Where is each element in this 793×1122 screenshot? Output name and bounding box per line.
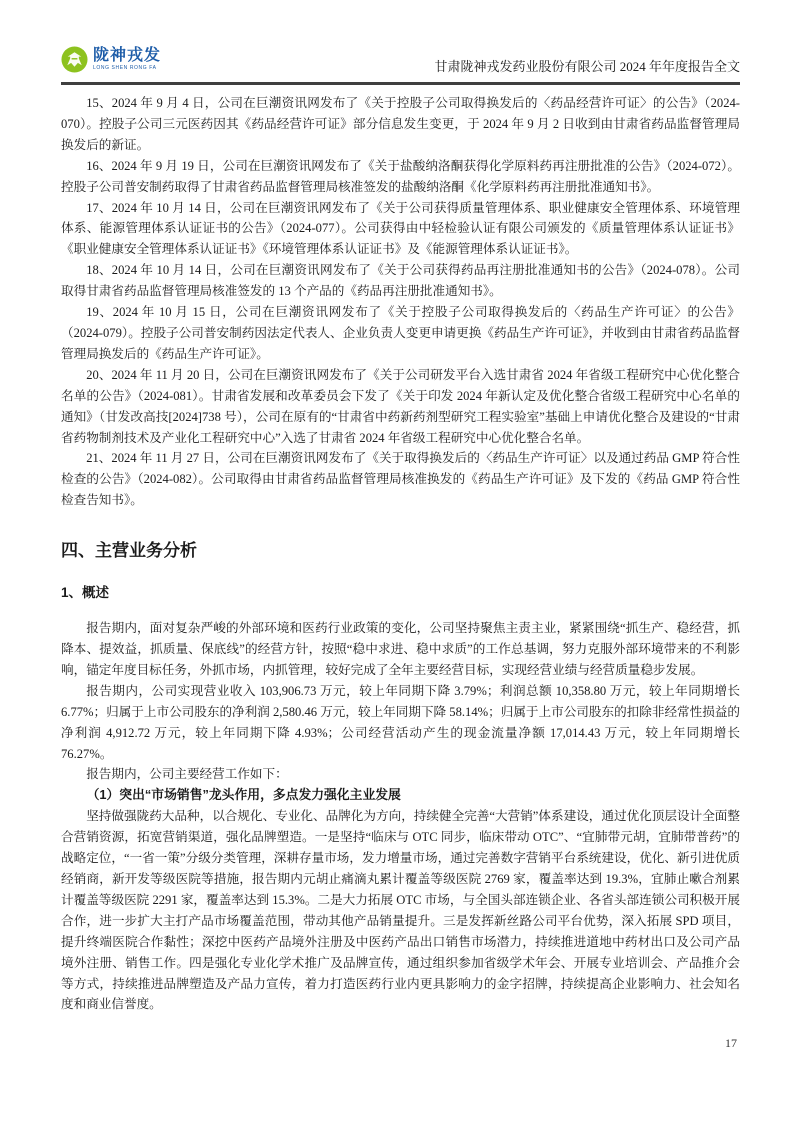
logo-icon	[61, 46, 88, 73]
report-title: 甘肃陇神戎发药业股份有限公司 2024 年年度报告全文	[434, 59, 740, 74]
announcement-paragraph-17: 17、2024 年 10 月 14 日，公司在巨潮资讯网发布了《关于公司获得质量管理体系、职业健康安全管理体系、环境管理体系、能源管理体系认证证书的公告》（2024-077）。公司获得由中轻检验认证有限公司颁发的《质量管理体系认证证书》《职业健康安全管理体系认证证书》《环境管理体系认证证书》及《能源管理体系认证证书》。	[61, 200, 740, 257]
announcement-paragraph-16: 16、2024 年 9 月 19 日，公司在巨潮资讯网发布了《关于盐酸纳洛酮获得化学原料药再注册批准的公告》（2024-072）。控股子公司普安制药取得了甘肃省药品监督管理局核准签发的盐酸纳洛酮《化学原料药再注册批准通知书》。	[61, 158, 740, 194]
announcement-paragraph-19: 19、2024 年 10 月 15 日，公司在巨潮资讯网发布了《关于控股子公司取得换发后的〈药品生产许可证〉的公告》（2024-079）。控股子公司普安制药因法定代表人、企业负责人变更申请更换《药品生产许可证》，并收到由甘肃省药品监督管理局换发后的《药品生产许可证》。	[61, 305, 740, 361]
item1-body-paragraph: 坚持做强陇药大品种，以合规化、专业化、品牌化为方向，持续健全完善“大营销”体系建设，通过优化顶层设计全面整合营销资源，拓宽营销渠道，强化品牌塑造。一是坚持“临床与 OTC 同步，临床带动 OTC”、“宜肺带元胡，宜肺带普药”的战略定位，“一省一策”分级分类管理，深耕存量市场，发力增量市场，通过完善数字营销平台系统建设，优化、新引进优质经销商，新开发等级医院等措施，报告期内元胡止痛滴丸累计覆盖等级医院 2769 家，覆盖率达到 19.3%，宜肺止嗽合剂累计覆盖等级医院 2291 家，覆盖率达到 15.3%。二是大力拓展 OTC 市场，与全国头部连锁企业、各省头部连锁公司积极开展合作，进一步扩大主打产品市场覆盖范围，带动其他产品销量提升。三是发挥新丝路公司平台优势，深入拓展 SPD 项目，提升终端医院合作黏性；深挖中医药产品境外注册及中医药产品出口销售市场潜力，持续推进道地中药材出口及公司产品境外注册、销售工作。四是强化专业化学术推广及品牌宣传，通过组织参加省级学术年会、开展专业培训会、产品推介会等方式，持续推进品牌塑造及产品力宣传，着力打造医药行业内更具影响力的金字招牌，持续提高企业影响力、社会知名度和商业信誉度。	[61, 809, 740, 1012]
section-heading: 四、主营业务分析	[61, 541, 197, 561]
announcement-paragraph-20: 20、2024 年 11 月 20 日，公司在巨潮资讯网发布了《关于公司研发平台入选甘肃省 2024 年省级工程研究中心优化整合名单的公告》（2024-081）。甘肃省发展和改革委员会下发了《关于印发 2024 年新认定及优化整合省级工程研究中心名单的通知》（甘发改高技[2024]738 号），公司在原有的“甘肃省中药新药剂型研究工程实验室”基础上申请优化整合及建设的“甘肃省药物制剂技术及产业化工程研究中心”入选了甘肃省 2024 年省级工程研究中心优化整合名单。	[61, 367, 740, 445]
header-divider	[61, 82, 740, 85]
logo-name-en: LONG SHEN RONG FA	[93, 65, 157, 71]
logo-text	[93, 48, 161, 71]
page-number: 17	[725, 1036, 737, 1050]
announcement-paragraph-18: 18、2024 年 10 月 14 日，公司在巨潮资讯网发布了《关于公司获得药品再注册批准通知书的公告》（2024-078）。公司取得甘肃省药品监督管理局核准签发的 13 个产品的《药品再注册批准通知书》。	[61, 263, 740, 299]
announcement-paragraph-15: 15、2024 年 9 月 4 日，公司在巨潮资讯网发布了《关于控股子公司取得换发后的〈药品经营许可证〉的公告》（2024-070）。控股子公司三元医药因其《药品经营许可证》部分信息发生变更，于 2024 年 9 月 2 日收到由甘肃省药品监督管理局换发后的新证。	[61, 96, 740, 152]
logo-name-cn: 陇神戎发	[93, 47, 162, 64]
overview-paragraph-2: 报告期内，公司实现营业收入 103,906.73 万元，较上年同期下降 3.79%；利润总额 10,358.80 万元，较上年同期增长 6.77%；归属于上市公司股东的净利润 2,580.46 万元，较上年同期下降 58.14%；归属于上市公司股东的扣除非经常性损益的净利润 4,912.72 万元，较上年同期下降 4.93%；公司经营活动产生的现金流量净额 17,014.43 万元，较上年同期增长 76.27%。	[61, 683, 741, 761]
subsection-heading: 1、概述	[61, 585, 110, 601]
page-header	[61, 46, 740, 84]
document-body	[61, 93, 740, 1015]
overview-paragraph-1: 报告期内，面对复杂严峻的外部环境和医药行业政策的变化，公司坚持聚焦主责主业，紧紧围绕“抓生产、稳经营，抓降本、提效益，抓质量、保底线”的经营方针，按照“稳中求进、稳中求质”的工作总基调，努力克服外部环境带来的不利影响，锚定年度目标任务，外抓市场，内抓管理，较好完成了全年主要经营目标，实现经营业绩与经营质量稳步发展。	[61, 621, 740, 677]
item1-heading: （1）突出“市场销售”龙头作用，多点发力强化主业发展	[86, 787, 401, 803]
announcement-paragraph-21: 21、2024 年 11 月 27 日，公司在巨潮资讯网发布了《关于取得换发后的〈药品生产许可证〉以及通过药品 GMP 符合性检查的公告》（2024-082）。公司取得由甘肃省药品监督管理局核准换发的《药品生产许可证》及下发的《药品 GMP 符合性检查告知书》。	[61, 451, 740, 508]
company-logo	[61, 46, 161, 73]
overview-paragraph-3: 报告期内，公司主要经营工作如下：	[86, 767, 288, 782]
